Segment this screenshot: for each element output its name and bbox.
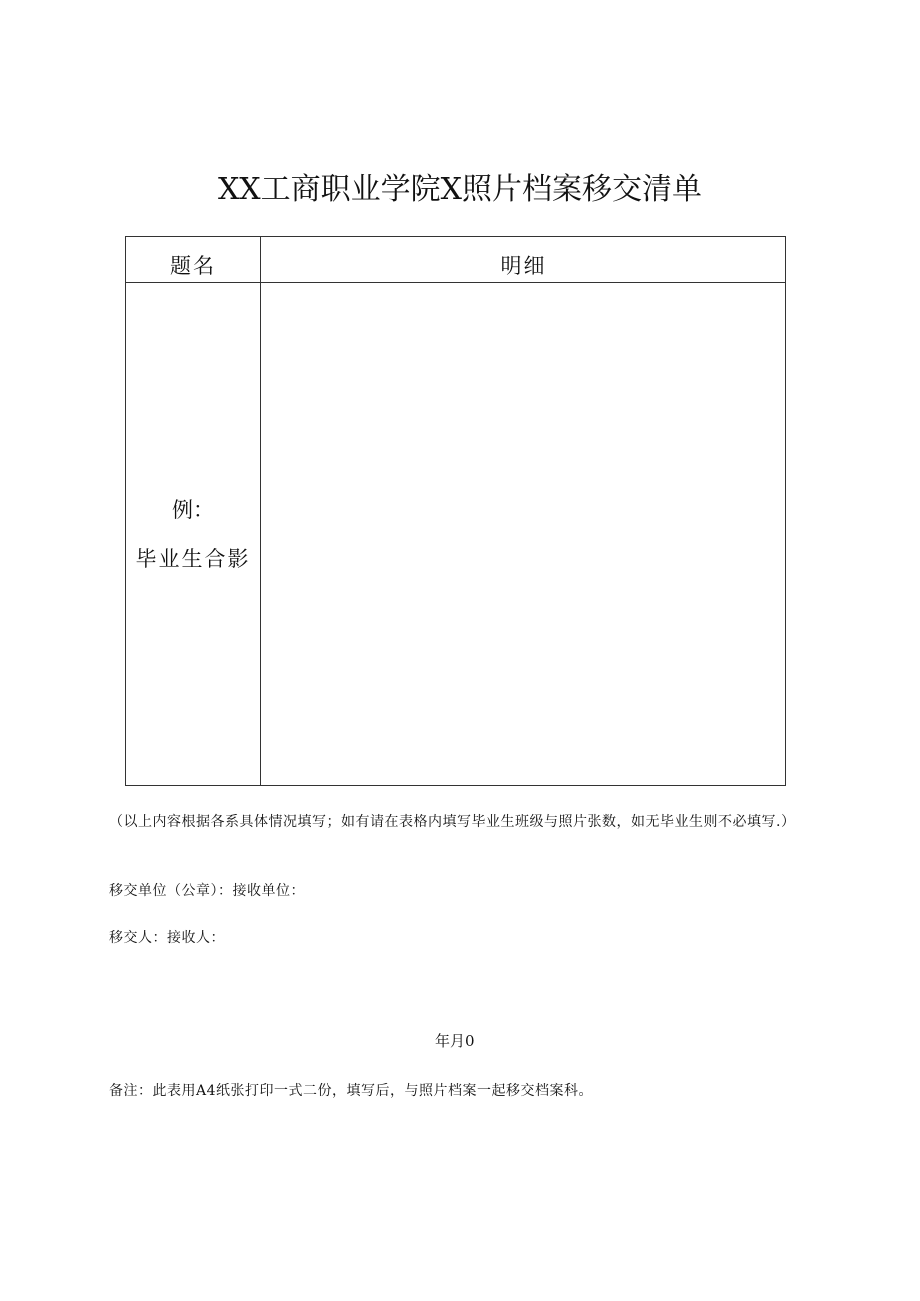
remark-line: 备注：此表用A4纸张打印一式二份，填写后，与照片档案一起移交档案科。	[109, 1083, 594, 1099]
example-title-value: 毕业生合影	[135, 547, 251, 571]
fill-in-note: （以上内容根据各系具体情况填写；如有请在表格内填写毕业生班级与照片张数，如无毕业生则不必填写.）	[109, 814, 796, 830]
table-header-row	[126, 237, 785, 283]
transfer-person-line: 移交人：接收人：	[109, 930, 225, 946]
document-title: XX工商职业学院X照片档案移交清单	[217, 172, 703, 207]
date-line: 年月0	[435, 1032, 475, 1050]
header-title-cell: 题名	[170, 254, 216, 278]
example-label: 例：	[172, 498, 214, 522]
detail-cell	[261, 283, 785, 785]
transfer-table	[125, 236, 786, 786]
transfer-unit-line: 移交单位（公章）：接收单位：	[109, 883, 305, 899]
header-detail-cell: 明细	[500, 254, 547, 278]
